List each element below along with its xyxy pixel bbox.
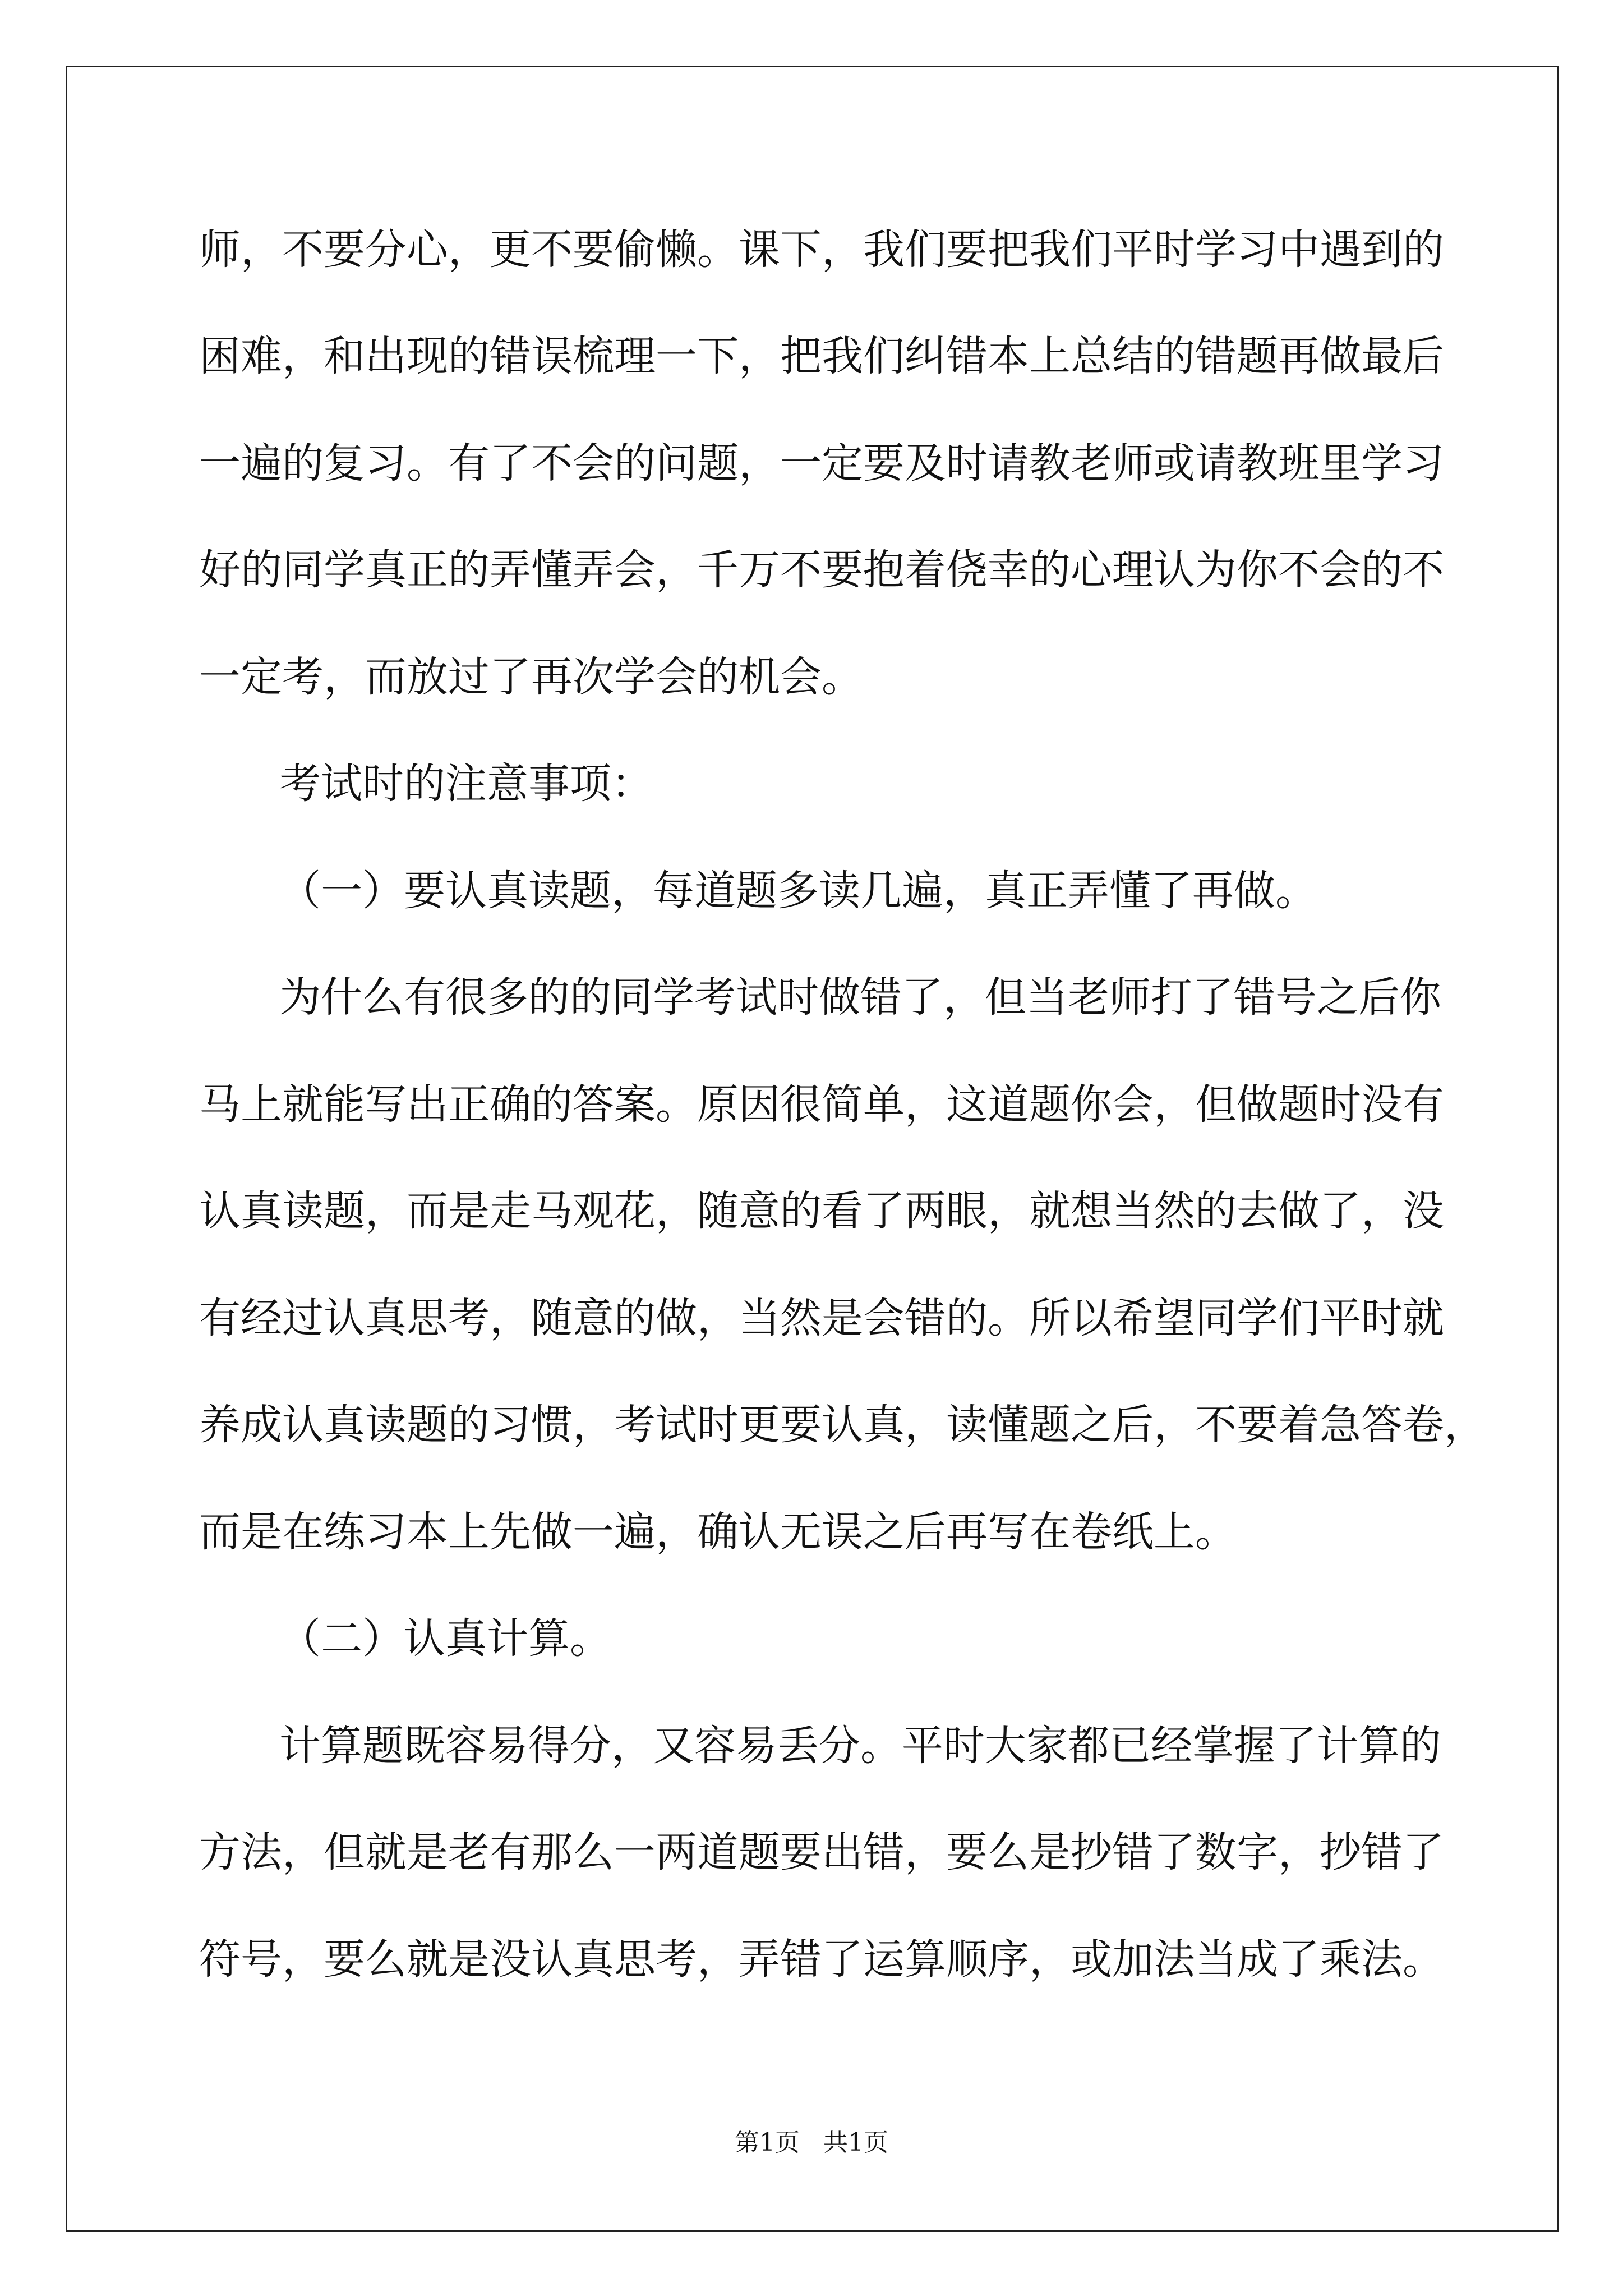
- body-line: 计算题既容易得分，又容易丢分。平时大家都已经掌握了计算的: [279, 1722, 1441, 1770]
- page-footer: 第1页 共1页: [735, 2128, 888, 2157]
- page-border: [66, 66, 1559, 2232]
- body-line: 困难，和出现的错误梳理一下，把我们纠错本上总结的错题再做最后: [199, 332, 1444, 380]
- body-line: 有经过认真思考，随意的做，当然是会错的。所以希望同学们平时就: [199, 1294, 1444, 1342]
- subsection-heading: （一）要认真读题，每道题多读几遍，真正弄懂了再做。: [279, 867, 1317, 915]
- body-line: 一定考，而放过了再次学会的机会。: [199, 653, 863, 701]
- body-line: 一遍的复习。有了不会的问题，一定要及时请教老师或请教班里学习: [199, 439, 1444, 487]
- body-line: 养成认真读题的习惯，考试时更要认真，读懂题之后，不要着急答卷，: [199, 1401, 1486, 1449]
- body-line: 师，不要分心，更不要偷懒。课下，我们要把我们平时学习中遇到的: [199, 226, 1444, 274]
- body-line: 为什么有很多的的同学考试时做错了，但当老师打了错号之后你: [279, 973, 1441, 1022]
- body-line: 符号，要么就是没认真思考，弄错了运算顺序，或加法当成了乘法。: [199, 1935, 1444, 1984]
- body-line: 认真读题，而是走马观花，随意的看了两眼，就想当然的去做了，没: [199, 1187, 1444, 1235]
- body-line: 马上就能写出正确的答案。原因很简单，这道题你会，但做题时没有: [199, 1080, 1444, 1129]
- body-line: 而是在练习本上先做一遍，确认无误之后再写在卷纸上。: [199, 1508, 1237, 1556]
- body-line: 好的同学真正的弄懂弄会，千万不要抱着侥幸的心理认为你不会的不: [199, 546, 1444, 594]
- body-line: 方法，但就是老有那么一两道题要出错，要么是抄错了数字，抄错了: [199, 1828, 1444, 1876]
- subsection-heading: （二）认真计算。: [279, 1614, 611, 1663]
- section-heading: 考试时的注意事项：: [279, 760, 653, 808]
